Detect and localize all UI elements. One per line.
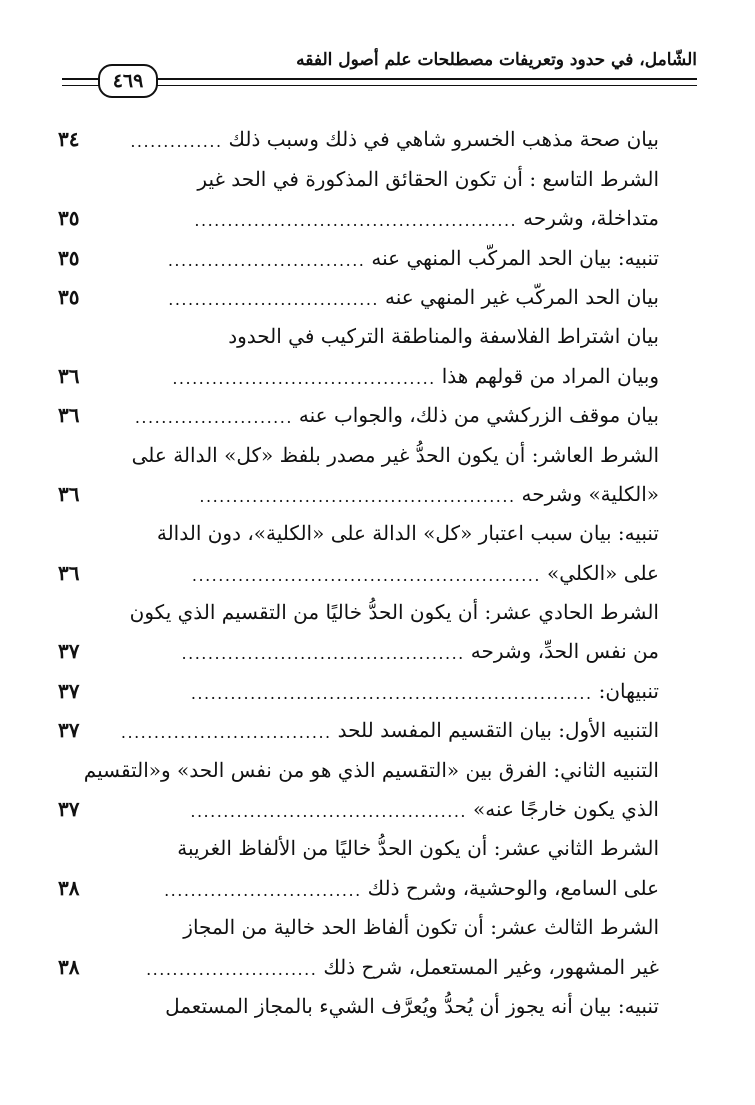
toc-entry <box>58 663 659 702</box>
toc-entry-text: تنبيه: بيان سبب اعتبار «كل» الدالة على «الكلية»، دون الدالة <box>156 521 659 546</box>
toc-entry-text: التنبيه الأول: بيان التقسيم المفسد للحد <box>337 718 659 743</box>
toc-entry <box>58 270 659 309</box>
toc-leader-dots: .......................................... <box>190 802 467 822</box>
toc-leader-dots: .............................. <box>167 250 366 270</box>
toc-entry-text: بيان صحة مذهب الخسرو شاهي في ذلك وسبب ذلك <box>228 127 659 152</box>
toc-entry-text: تنبيهان: <box>598 678 659 703</box>
toc-entry <box>58 860 659 899</box>
toc-entry-text: تنبيه: بيان الحد المركّب المنهي عنه <box>371 245 659 270</box>
toc-entry <box>58 309 659 348</box>
toc-leader-dots: .......................... <box>146 959 318 979</box>
toc-entry-text: بيان اشتراط الفلاسفة والمناطقة التركيب في الحدود <box>228 324 659 349</box>
toc-page-number: ٣٤ <box>58 127 80 152</box>
toc-entry-text: الشرط الثالث عشر: أن تكون ألفاظ الحد خالية من المجاز <box>183 915 659 940</box>
toc-page-number: ٣٧ <box>58 639 80 664</box>
toc-leader-dots: ........................ <box>134 408 293 428</box>
toc-page-number: ٣٨ <box>58 875 80 900</box>
toc-entry <box>58 151 659 190</box>
toc-entry-text: التنبيه الثاني: الفرق بين «التقسيم الذي هو من نفس الحد» و«التقسيم <box>83 757 659 782</box>
toc-entry-text: على السامع، والوحشية، وشرح ذلك <box>367 875 659 900</box>
toc-entry-text: وبيان المراد من قولهم هذا <box>441 363 659 388</box>
toc-entry <box>58 703 659 742</box>
toc-entry-text: «الكلية» وشرحه <box>521 481 659 506</box>
toc-page-number: ٣٦ <box>58 363 80 388</box>
toc-entry <box>58 782 659 821</box>
toc-entry-text: تنبيه: بيان أنه يجوز أن يُحدُّ ويُعرَّف الشيء بالمجاز المستعمل <box>165 993 659 1018</box>
toc-entry <box>58 979 659 1018</box>
toc-page-number: ٣٥ <box>58 245 80 270</box>
toc-entry <box>58 388 659 427</box>
toc-leader-dots: ................................ <box>120 723 332 743</box>
toc-entry-text: بيان الحد المركّب غير المنهي عنه <box>385 284 659 309</box>
toc-entry <box>58 624 659 663</box>
toc-page-number: ٣٥ <box>58 284 80 309</box>
toc-leader-dots: .............. <box>130 132 223 152</box>
toc-leader-dots: .............................. <box>164 880 362 900</box>
toc-page-number: ٣٦ <box>58 560 80 585</box>
page-header <box>62 48 697 104</box>
toc-entry <box>58 939 659 978</box>
toc-entry-text: الذي يكون خارجًا عنه» <box>472 797 659 822</box>
toc-entry <box>58 742 659 781</box>
toc-entry-text: متداخلة، وشرحه <box>523 206 659 231</box>
toc-page-number: ٣٧ <box>58 678 80 703</box>
toc-entry <box>58 467 659 506</box>
toc-page-number: ٣٦ <box>58 403 80 428</box>
toc-page-number: ٣٦ <box>58 481 80 506</box>
toc-leader-dots: ............................................................. <box>190 683 593 703</box>
toc-entry-text: بيان موقف الزركشي من ذلك، والجواب عنه <box>298 403 659 428</box>
toc-entry <box>58 821 659 860</box>
toc-page-number: ٣٧ <box>58 718 80 743</box>
toc-leader-dots: ................................ <box>168 289 379 309</box>
toc-entry <box>58 230 659 269</box>
toc-entry-text: الشرط الثاني عشر: أن يكون الحدُّ خاليًا من الألفاظ الغريبة <box>177 836 659 861</box>
toc-page-number: ٣٥ <box>58 206 80 231</box>
toc-entry <box>58 191 659 230</box>
toc-entry-text: من نفس الحدِّ، وشرحه <box>470 639 659 664</box>
toc-entry <box>58 348 659 387</box>
toc-entry-text: الشرط العاشر: أن يكون الحدُّ غير مصدر بلفظ «كل» الدالة على <box>131 442 659 467</box>
page-number: ٤٦٩ <box>98 64 158 98</box>
toc-entry-text: الشرط الحادي عشر: أن يكون الحدُّ خاليًا من التقسيم الذي يكون <box>129 600 659 625</box>
toc-entry <box>58 900 659 939</box>
toc-leader-dots: ................................................. <box>194 211 518 231</box>
toc-entry <box>58 585 659 624</box>
table-of-contents <box>58 112 659 1018</box>
toc-leader-dots: ........................................ <box>172 368 436 388</box>
toc-entry <box>58 427 659 466</box>
toc-leader-dots: ........................................... <box>181 644 465 664</box>
toc-entry-text: على «الكلي» <box>546 560 659 585</box>
toc-leader-dots: ..................................................... <box>191 565 541 585</box>
toc-entry-text: الشرط التاسع : أن تكون الحقائق المذكورة في الحد غير <box>197 166 659 191</box>
toc-entry <box>58 545 659 584</box>
toc-leader-dots: ................................................ <box>199 486 516 506</box>
toc-page-number: ٣٧ <box>58 797 80 822</box>
toc-entry <box>58 506 659 545</box>
toc-page-number: ٣٨ <box>58 954 80 979</box>
toc-entry <box>58 112 659 151</box>
running-title: الشّامل، في حدود وتعريفات مصطلحات علم أصول الفقه <box>290 50 697 70</box>
toc-entry-text: غير المشهور، وغير المستعمل، شرح ذلك <box>323 954 659 979</box>
